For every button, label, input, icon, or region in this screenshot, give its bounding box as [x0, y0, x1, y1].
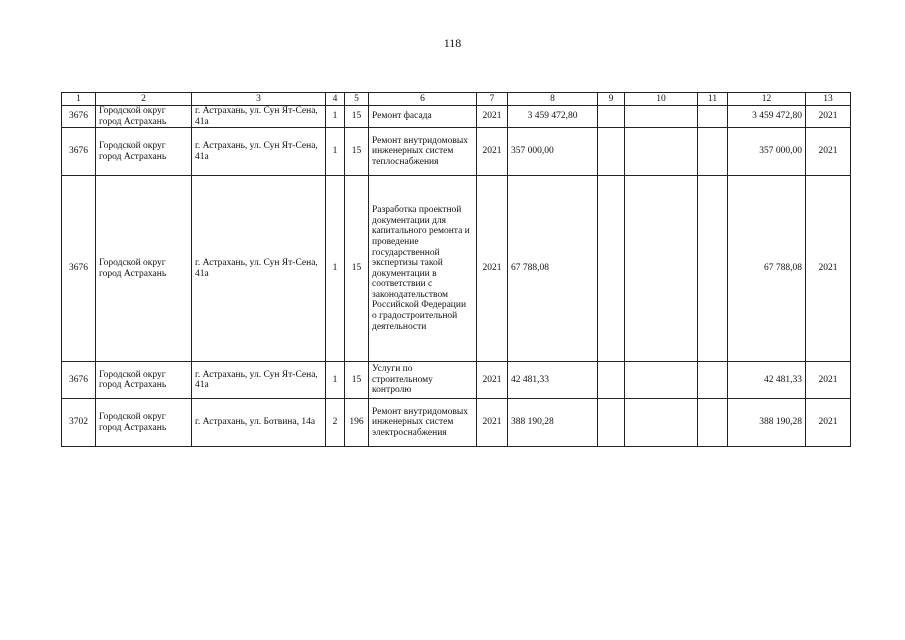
col5-cell: 15 — [345, 128, 369, 176]
col11-cell — [698, 362, 728, 399]
column-header: 1 — [62, 93, 96, 106]
address-cell: г. Астрахань, ул. Ботвина, 14а — [192, 399, 326, 447]
col11-cell — [698, 399, 728, 447]
completion-year-cell: 2021 — [806, 176, 851, 362]
total-cell: 357 000,00 — [728, 128, 806, 176]
col5-cell: 15 — [345, 362, 369, 399]
total-cell: 3 459 472,80 — [728, 106, 806, 128]
col9-cell — [598, 106, 625, 128]
work-type-cell: Разработка проектной документации для капитального ремонта и проведение государственной экспертизы такой документации в соответствии с законодательством Российской Федерации о градостроительной деятельности — [369, 176, 477, 362]
col4-cell: 1 — [326, 362, 345, 399]
total-cell: 388 190,28 — [728, 399, 806, 447]
col10-cell — [625, 176, 698, 362]
col4-cell: 1 — [326, 128, 345, 176]
address-cell: г. Астрахань, ул. Сун Ят-Сена, 41а — [192, 176, 326, 362]
col5-cell: 196 — [345, 399, 369, 447]
column-header: 6 — [369, 93, 477, 106]
house-id-cell: 3676 — [62, 106, 96, 128]
col4-cell: 1 — [326, 106, 345, 128]
work-type-cell: Ремонт внутридомовых инженерных систем теплоснабжения — [369, 128, 477, 176]
column-header: 2 — [96, 93, 192, 106]
address-cell: г. Астрахань, ул. Сун Ят-Сена, 41а — [192, 128, 326, 176]
cost-cell: 388 190,28 — [508, 399, 598, 447]
page-number: 118 — [443, 36, 462, 50]
year-cell: 2021 — [477, 399, 508, 447]
year-cell: 2021 — [477, 106, 508, 128]
column-header: 4 — [326, 93, 345, 106]
year-cell: 2021 — [477, 176, 508, 362]
header-row — [62, 93, 851, 106]
column-header: 8 — [508, 93, 598, 106]
work-type-cell: Ремонт внутридомовых инженерных систем электроснабжения — [369, 399, 477, 447]
col11-cell — [698, 176, 728, 362]
col11-cell — [698, 128, 728, 176]
col9-cell — [598, 399, 625, 447]
column-header: 5 — [345, 93, 369, 106]
completion-year-cell: 2021 — [806, 106, 851, 128]
column-header: 11 — [698, 93, 728, 106]
house-id-cell: 3676 — [62, 128, 96, 176]
col5-cell: 15 — [345, 106, 369, 128]
completion-year-cell: 2021 — [806, 362, 851, 399]
column-header: 7 — [477, 93, 508, 106]
col5-cell: 15 — [345, 176, 369, 362]
col10-cell — [625, 399, 698, 447]
completion-year-cell: 2021 — [806, 399, 851, 447]
col9-cell — [598, 362, 625, 399]
address-cell: г. Астрахань, ул. Сун Ят-Сена, 41а — [192, 106, 326, 128]
municipality-cell: Городской округ город Астрахань — [96, 399, 192, 447]
year-cell: 2021 — [477, 128, 508, 176]
column-header: 12 — [728, 93, 806, 106]
work-type-cell: Услуги по строительному контролю — [369, 362, 477, 399]
house-id-cell: 3702 — [62, 399, 96, 447]
work-type-cell: Ремонт фасада — [369, 106, 477, 128]
municipality-cell: Городской округ город Астрахань — [96, 176, 192, 362]
col9-cell — [598, 128, 625, 176]
municipality-cell: Городской округ город Астрахань — [96, 106, 192, 128]
col10-cell — [625, 362, 698, 399]
col11-cell — [698, 106, 728, 128]
table-row — [62, 176, 851, 362]
table-row — [62, 128, 851, 176]
house-id-cell: 3676 — [62, 176, 96, 362]
cost-cell: 3 459 472,80 — [508, 106, 598, 128]
cost-cell: 357 000,00 — [508, 128, 598, 176]
municipality-cell: Городской округ город Астрахань — [96, 128, 192, 176]
house-id-cell: 3676 — [62, 362, 96, 399]
col4-cell: 2 — [326, 399, 345, 447]
col10-cell — [625, 128, 698, 176]
repair-schedule-table — [61, 92, 851, 447]
column-header: 13 — [806, 93, 851, 106]
column-header: 3 — [192, 93, 326, 106]
col4-cell: 1 — [326, 176, 345, 362]
col10-cell — [625, 106, 698, 128]
cost-cell: 42 481,33 — [508, 362, 598, 399]
col9-cell — [598, 176, 625, 362]
total-cell: 67 788,08 — [728, 176, 806, 362]
year-cell: 2021 — [477, 362, 508, 399]
column-header: 9 — [598, 93, 625, 106]
municipality-cell: Городской округ город Астрахань — [96, 362, 192, 399]
cost-cell: 67 788,08 — [508, 176, 598, 362]
table-row — [62, 399, 851, 447]
address-cell: г. Астрахань, ул. Сун Ят-Сена, 41а — [192, 362, 326, 399]
table-row — [62, 362, 851, 399]
table-row — [62, 106, 851, 128]
column-header: 10 — [625, 93, 698, 106]
total-cell: 42 481,33 — [728, 362, 806, 399]
completion-year-cell: 2021 — [806, 128, 851, 176]
